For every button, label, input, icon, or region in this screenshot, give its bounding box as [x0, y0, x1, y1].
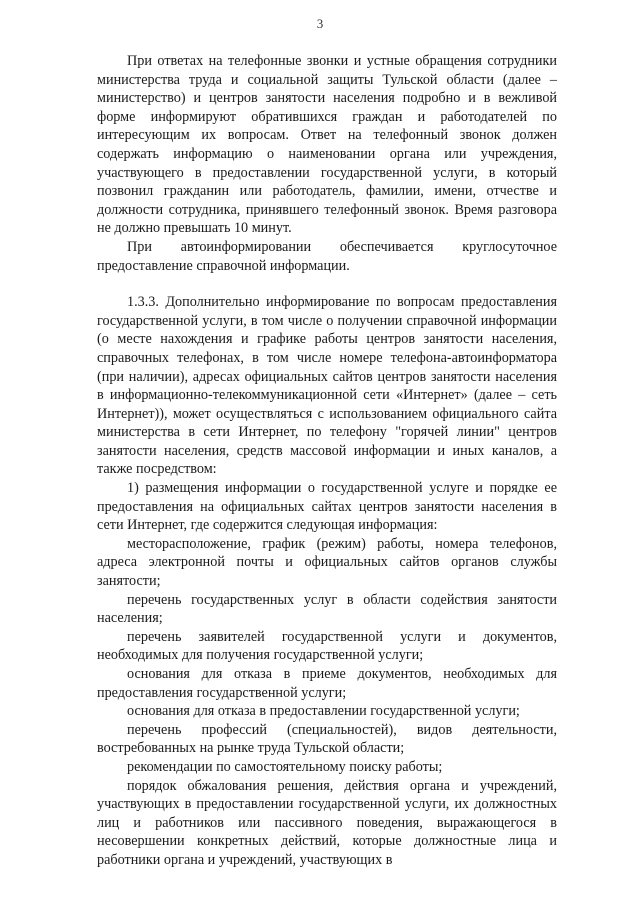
paragraph-autoinforming: При автоинформировании обеспечивается круглосуточное предоставление справочной информации. [97, 238, 557, 274]
list-item-job-search: рекомендации по самостоятельному поиску работы; [127, 758, 443, 775]
document-body [97, 52, 557, 870]
list-item-applicants: перечень заявителей государственной услуги и документов, необходимых для получения государственной услуги; [97, 628, 557, 664]
list-item-professions: перечень профессий (специальностей), видов деятельности, востребованных на рынке труда Тульской области; [97, 721, 557, 757]
list-item-refusal-service: основания для отказа в предоставлении государственной услуги; [127, 703, 520, 720]
list-item-refusal-docs: основания для отказа в приеме документов, необходимых для предоставления государственной услуги; [97, 666, 557, 701]
list-item-appeal: порядок обжалования решения, действия органа и учреждений, участвующих в предоставлении государственной услуги, их должностных лиц и работников или пассивного поведения, выражающегося в несовершении конкретных действий, которые должностные лица и работники органа и учреждений, участвующих в [97, 777, 557, 868]
paragraph-phone-calls: При ответах на телефонные звонки и устные обращения сотрудники министерства труда и социальной защиты Тульской области (далее – министерство) и центров занятости населения подробно и в вежливой форме информируют обратившихся граждан и работодателей по интересующим их вопросам. Ответ на телефонный звонок должен содержать информацию о наименовании органа или учреждения, участвующего в предоставлении государственной услуги, в который позвонил гражданин или работодатель, фамилии, имени, отчестве и должности сотрудника, принявшего телефонный звонок. Время разговора не должно превышать 10 минут. [97, 53, 557, 237]
list-item-location: месторасположение, график (режим) работы, номера телефонов, адреса электронной почты и официальных сайтов органов службы занятости; [97, 535, 557, 590]
paragraph-1-3-3: 1.3.3. Дополнительно информирование по вопросам предоставления государственной услуги, в том числе о получении справочной информации (о месте нахождения и графике работы центров занятости населения, справочных телефонах, в том числе номере телефона-автоинформатора (при наличии), адресах официальных сайтов центров занятости населения в информационно-телекоммуникационной сети «Интернет» (далее – сеть Интернет)), может осуществляться с использованием официального сайта министерства в сети Интернет, по телефону "горячей линии" центров занятости населения, средств массовой информации и иных каналов, а также посредством: [97, 294, 557, 478]
section-gap [97, 275, 557, 293]
page-number: 3 [316, 16, 324, 31]
paragraph-item-1: 1) размещения информации о государственной услуге и порядке ее предоставления на официальных сайтах центров занятости населения в сети Интернет, где содержится следующая информация: [97, 480, 557, 534]
list-item-services: перечень государственных услуг в области содействия занятости населения; [97, 591, 557, 627]
